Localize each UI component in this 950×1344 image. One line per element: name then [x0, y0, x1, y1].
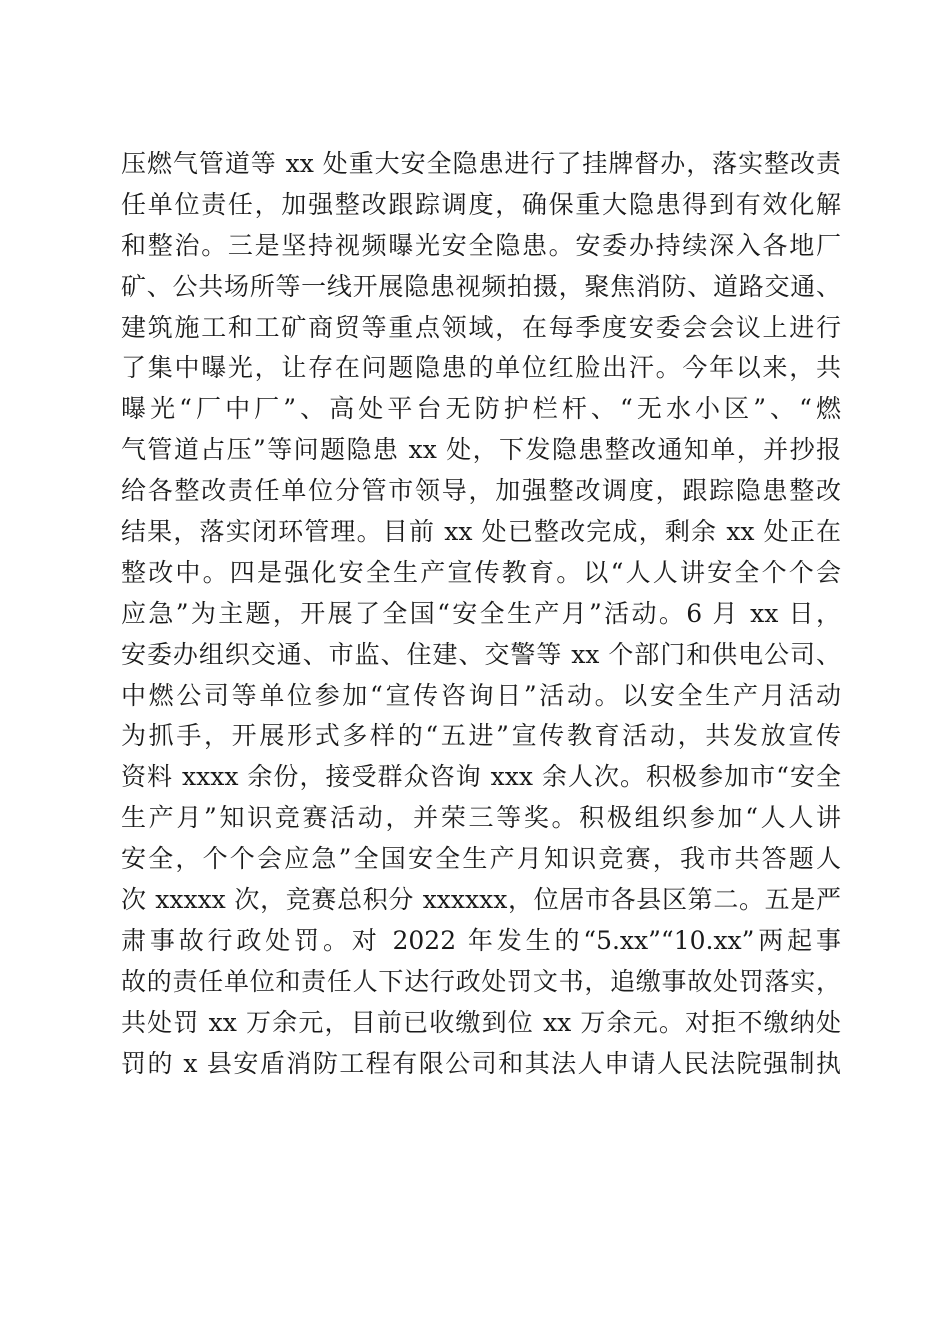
text-line-3: 和整治。三是坚持视频曝光安全隐患。安委办持续深入各地厂: [121, 230, 841, 260]
text-line-17: 生产月”知识竞赛活动，并荣三等奖。积极组织参加“人人讲: [121, 803, 841, 833]
text-line-5: 建筑施工和工矿商贸等重点领域，在每季度安委会会议上进行: [121, 312, 841, 342]
text-line-23: 罚的 x 县安盾消防工程有限公司和其法人申请人民法院强制执: [121, 1048, 841, 1078]
text-line-12: 应急”为主题，开展了全国“安全生产月”活动。6 月 xx 日，: [121, 598, 841, 628]
text-line-1: 压燃气管道等 xx 处重大安全隐患进行了挂牌督办，落实整改责: [121, 149, 841, 178]
text-line-8: 气管道占压”等问题隐患 xx 处，下发隐患整改通知单，并抄报: [121, 435, 841, 465]
text-line-13: 安委办组织交通、市监、住建、交警等 xx 个部门和供电公司、: [121, 639, 841, 669]
text-line-6: 了集中曝光，让存在问题隐患的单位红脸出汗。今年以来，共: [121, 353, 841, 383]
text-line-11: 整改中。四是强化安全生产宣传教育。以“人人讲安全个个会: [121, 557, 841, 587]
text-line-4: 矿、公共场所等一线开展隐患视频拍摄，聚焦消防、道路交通、: [121, 271, 841, 301]
text-line-21: 故的责任单位和责任人下达行政处罚文书，追缴事故处罚落实，: [121, 966, 841, 996]
body-paragraph: [121, 144, 841, 1084]
text-line-14: 中燃公司等单位参加“宣传咨询日”活动。以安全生产月活动: [121, 680, 841, 710]
text-line-19: 次 xxxxx 次，竞赛总积分 xxxxxx，位居市各县区第二。五是严: [121, 885, 841, 915]
text-line-16: 资料 xxxx 余份，接受群众咨询 xxx 余人次。积极参加市“安全: [121, 762, 841, 792]
text-line-20: 肃事故行政处罚。对 2022 年发生的“5.xx”“10.xx”两起事: [121, 925, 841, 955]
text-line-10: 结果，落实闭环管理。目前 xx 处已整改完成，剩余 xx 处正在: [121, 517, 841, 547]
text-line-7: 曝光“厂中厂”、高处平台无防护栏杆、“无水小区”、“燃: [121, 394, 841, 424]
text-line-18: 安全，个个会应急”全国安全生产月知识竞赛，我市共答题人: [121, 844, 841, 874]
text-line-9: 给各整改责任单位分管市领导，加强整改调度，跟踪隐患整改: [121, 476, 841, 506]
text-line-2: 任单位责任，加强整改跟踪调度，确保重大隐患得到有效化解: [121, 189, 841, 219]
text-line-15: 为抓手，开展形式多样的“五进”宣传教育活动，共发放宣传: [121, 721, 841, 751]
text-line-22: 共处罚 xx 万余元，目前已收缴到位 xx 万余元。对拒不缴纳处: [121, 1007, 841, 1037]
